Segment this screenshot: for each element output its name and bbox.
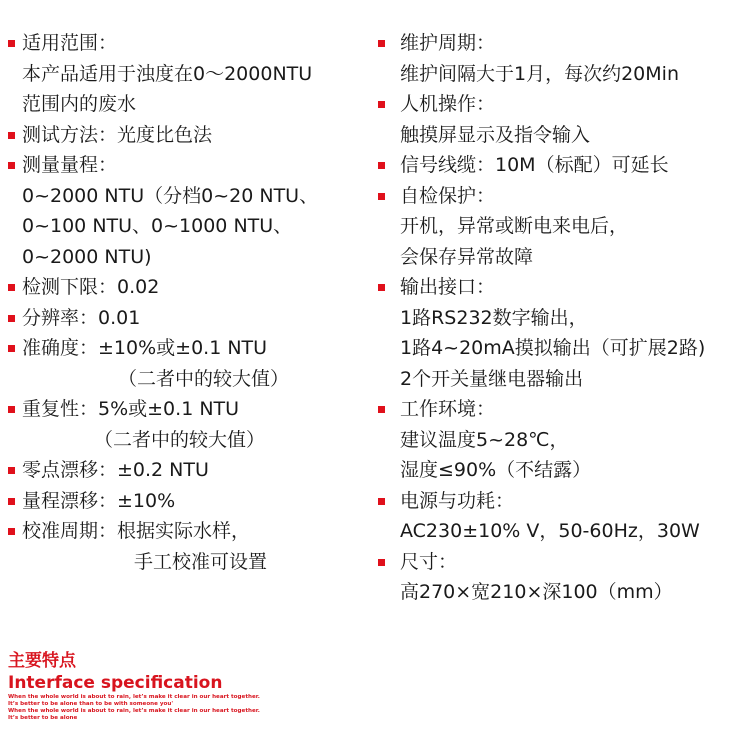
bullet-icon (8, 528, 15, 535)
bullet-icon (378, 284, 385, 291)
spec-label: 测试方法：光度比色法 (22, 123, 213, 146)
spec-column-left (6, 28, 376, 577)
tagline-line: When the whole world is about to rain, let’s make it clear in our heart together. (8, 708, 260, 714)
spec-item (6, 516, 376, 577)
spec-item (6, 150, 376, 272)
spec-column-right (378, 28, 746, 608)
spec-label: 尺寸： (400, 550, 458, 573)
spec-item (6, 394, 376, 455)
bullet-icon (8, 345, 15, 352)
spec-label: 输出接口： (400, 276, 496, 298)
spec-item (6, 120, 376, 151)
spec-label: 维护周期： (400, 32, 496, 54)
spec-item (378, 181, 746, 273)
spec-item (378, 547, 746, 608)
spec-item (378, 272, 746, 394)
spec-item (6, 272, 376, 303)
bullet-icon (378, 559, 385, 566)
spec-item (378, 394, 746, 486)
spec-item (6, 28, 376, 120)
spec-label: 校准周期：根据实际水样， (22, 520, 251, 542)
spec-value: 0~2000 NTU（分档0~20 NTU、 (22, 184, 319, 207)
spec-label: 测量量程： (22, 154, 118, 176)
spec-label: 检测下限：0.02 (22, 276, 160, 298)
spec-value: 维护间隔大于1月，每次约20Min (400, 62, 679, 85)
bullet-icon (8, 162, 15, 169)
spec-item (6, 455, 376, 486)
spec-value: 会保存异常故障 (400, 245, 534, 268)
bullet-icon (8, 498, 15, 505)
spec-label: 工作环境： (400, 398, 496, 420)
bullet-icon (8, 40, 15, 47)
bullet-icon (378, 498, 385, 505)
spec-label: 信号线缆：10M（标配）可延长 (400, 154, 669, 176)
spec-value: 1路RS232数字输出， (400, 306, 588, 329)
spec-value: 1路4~20mA摸拟输出（可扩展2路) (400, 337, 706, 359)
bullet-icon (378, 162, 385, 169)
spec-value: 2个开关量继电器输出 (400, 367, 584, 390)
spec-value: 建议温度5~28℃， (400, 428, 569, 451)
bullet-icon (8, 467, 15, 474)
spec-item (378, 28, 746, 89)
spec-value: 湿度≤90%（不结露） (400, 459, 592, 481)
bullet-icon (8, 284, 15, 291)
spec-value: 本产品适用于浊度在0～2000NTU (22, 62, 313, 85)
bullet-icon (378, 40, 385, 47)
features-subtitle: Interface specification (8, 673, 223, 693)
features-title: 主要特点 (8, 651, 76, 671)
spec-item (6, 333, 376, 394)
spec-value: AC230±10% V，50-60Hz，30W (400, 520, 700, 542)
spec-note: 手工校准可设置 (134, 550, 268, 573)
bullet-icon (378, 406, 385, 413)
spec-label: 量程漂移：±10% (22, 489, 176, 512)
bullet-icon (8, 315, 15, 322)
spec-label: 适用范围： (22, 32, 118, 54)
spec-item (6, 486, 376, 517)
tagline-line: It’s better to be alone (8, 715, 78, 721)
bullet-icon (378, 101, 385, 108)
spec-label: 准确度：±10%或±0.1 NTU (22, 337, 268, 359)
spec-label: 电源与功耗： (400, 489, 515, 512)
spec-value: 高270×宽210×深100（mm） (400, 581, 673, 603)
bullet-icon (8, 406, 15, 413)
tagline-line: It’s better to be alone than to be with someone you' (8, 701, 174, 707)
tagline-line: When the whole world is about to rain, let’s make it clear in our heart together. (8, 694, 260, 700)
spec-label: 人机操作： (400, 93, 496, 115)
spec-label: 自检保护： (400, 184, 496, 207)
spec-value: 开机，异常或断电来电后， (400, 215, 629, 237)
bullet-icon (378, 193, 385, 200)
features-section (8, 650, 748, 722)
spec-label: 分辨率：0.01 (22, 306, 141, 329)
spec-note: （二者中的较大值） (118, 367, 290, 390)
spec-value: 触摸屏显示及指令输入 (400, 123, 591, 146)
spec-item (378, 486, 746, 547)
spec-value: 范围内的废水 (22, 93, 137, 115)
spec-item (378, 89, 746, 150)
spec-note: （二者中的较大值） (94, 428, 266, 451)
spec-label: 零点漂移：±0.2 NTU (22, 459, 209, 481)
spec-item (378, 150, 746, 181)
spec-value: 0~100 NTU、0~1000 NTU、 (22, 215, 293, 237)
spec-value: 0~2000 NTU) (22, 245, 152, 268)
spec-label: 重复性：5%或±0.1 NTU (22, 398, 240, 420)
bullet-icon (8, 132, 15, 139)
spec-item (6, 303, 376, 334)
